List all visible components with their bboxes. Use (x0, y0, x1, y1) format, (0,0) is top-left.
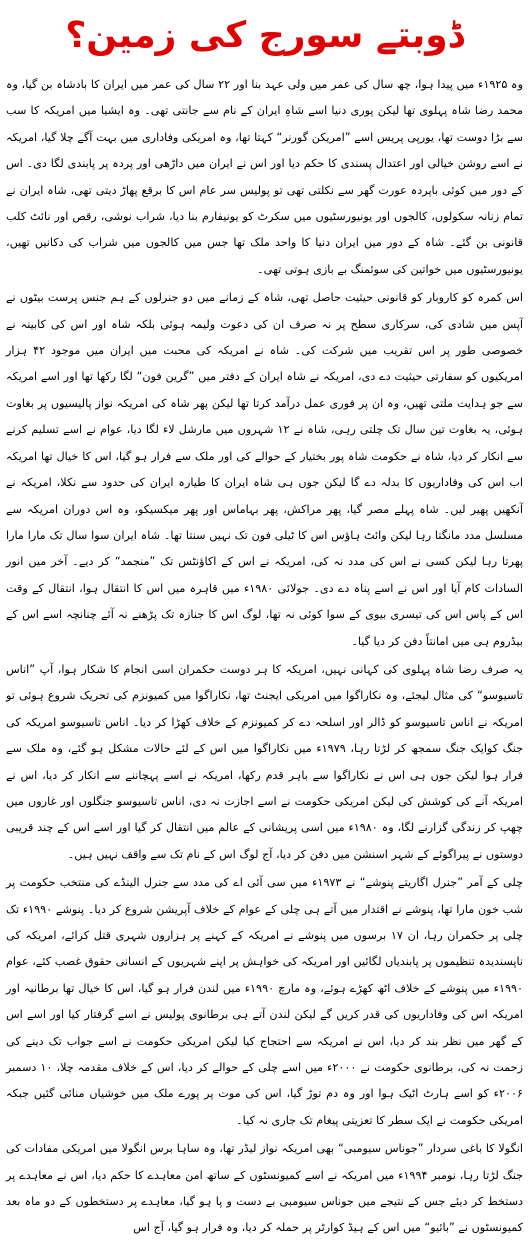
article-paragraph: وہ ۱۹۲۵ء میں پیدا ہوا، چھ سال کی عمر میں ولی عہد بنا اور ۲۲ سال کی عمر میں ایران کا بادشاہ بن گیا، وہ محمد رضا شاہ پہلوی تھا لیکن پوری دنیا اسے شاہِ ایران کے نام سے جانتی تھی۔ وہ ایشیا میں امریکہ کا سب سے بڑا دوست تھا، یورپی پریس اسے ”امریکن گورنر“ کہتا تھا، وہ امریکی وفاداری میں بہت آگے چلا گیا، امریکہ نے اسے روشن خیالی اور اعتدال پسندی کا حکم دیا اور اس نے ایران میں داڑھی اور پردہ پر پابندی لگا دی۔ اس کے دور میں کوئی باپردہ عورت گھر سے نکلتی تھی تو پولیس سر عام اس کا برقع پھاڑ دیتی تھی، شاہ ایران نے تمام زنانہ سکولوں، کالجوں اور یونیورسٹیوں میں سکرٹ کو یونیفارم بنا دیا، شراب نوشی، رقص اور نائٹ کلب قانونی بن گئے۔ شاہ کے دور میں ایران دنیا کا واحد ملک تھا جس میں کالجوں میں شراب کی دکانیں تھیں، یونیورسٹیوں میں خواتین کی سوئمنگ بے بازی ہوتی تھی۔ (6, 78, 524, 276)
article-paragraph: اس کمرہ کو کاروبار کو قانونی حیثیت حاصل تھی، شاہ کے زمانے میں دو جنرلوں کے ہم جنس پرست بیٹوں نے آپس میں شادی کی، سرکاری سطح پر نہ صرف ان کی دعوت ولیمہ ہوئی بلکہ شاہ اور اس کی کابینہ نے خصوصی طور پر اس تقریب میں شرکت کی۔ شاہ نے امریکہ کی محبت میں ایران میں موجود ۴۲ ہزار امریکیوں کو سفارتی حیثیت دے دی، امریکہ نے شاہ ایران کے دفتر میں ”گرین فون“ لگا رکھا تھا اور اسے امریکہ سے جو ہدایت ملتی تھیں، وہ ان پر فوری عمل درآمد کرتا تھا لیکن پھر شاہ کی امریکہ نواز پالیسیوں پر بغاوت ہوئی، یہ بغاوت تین سال تک چلتی رہی، شاہ نے ۱۲ شہروں میں مارشل لاء لگا دیا، عوام نے اسے تسلیم کرنے سے انکار کر دیا، شاہ نے حکومت شاہ پور بختیار کے حوالے کی اور ملک سے فرار ہو گیا، اس کا خیال تھا امریکہ اب اس کی وفاداریوں کا بدلہ دے گا لیکن جوں ہی شاہ ایران کا طیارہ ایران کی حدود سے نکلا، امریکہ نے آنکھیں پھیر لیں۔ شاہ پہلے مصر گیا، پھر مراکش، پھر بہاماس اور پھر میکسیکو، وہ اس دوران امریکہ سے مسلسل مدد مانگتا رہا لیکن وائٹ ہاؤس اس کا ٹیلی فون تک نہیں سنتا تھا۔ شاہ ایران سوا سال تک مارا مارا پھرتا رہا لیکن کسی نے اس کی مدد نہ کی، امریکہ نے اس کے اکاؤنٹس تک ”منجمد“ کر دیے۔ آخر میں انور السادات کام آیا اور اس نے اسے پناہ دے دی۔ جولائی ۱۹۸۰ء میں قاہرہ میں اس کا انتقال ہوا، انتقال کے وقت اس کے پاس اس کی تیسری بیوی کے سوا کوئی نہ تھا، لوگ اس کا جنازہ تک پڑھنے نہ آئے چنانچہ اسے اس کے بیڈروم ہی میں امانتاً دفن کر دیا گیا۔ (6, 291, 524, 648)
article-paragraph: چلی کے آمر ”جنرل اگاریتے پنوشے“ نے ۱۹۷۳ء میں سی آئی اے کی مدد سے جنرل الینڈے کی منتخب حکومت پر شب خون مارا تھا، پنوشے نے اقتدار میں آتے ہی چلی کے عوام کے خلاف آپریشن شروع کر دیا۔ پنوشے ۱۹۹۰ء تک چلی پر حکمران رہا، ان ۱۷ برسوں میں پنوشے نے امریکہ کے کہنے پر ہزاروں شہری قتل کرائے، امریکہ کی ناپسندیدہ تنظیموں پر پابندیاں لگائیں اور امریکہ کی خواہش پر اپنے شہریوں کے انسانی حقوق غصب کئے، عوام ۱۹۹۰ء میں پنوشے کے خلاف اٹھ کھڑے ہوئے، وہ مارچ ۱۹۹۰ء میں لندن فرار ہو گیا، اس کا خیال تھا برطانیہ اور امریکہ اس کی وفاداریوں کی قدر کریں گے لیکن لندن آتے ہی برطانوی پولیس نے اسے گرفتار کیا اور اسے اس کے گھر میں نظر بند کر دیا، اس نے امریکہ سے احتجاج کیا لیکن امریکی حکومت نے اسے جواب تک دینے کی زحمت نہ کی، برطانوی حکومت نے ۲۰۰۰ء میں اسے چلی کے حوالے کر دیا، اس کے خلاف مقدمہ چلا، ۱۰ دسمبر ۲۰۰۶ء کو اسے ہارٹ اٹیک ہوا اور وہ دم توڑ گیا، اس کی موت پر پورے ملک میں خوشیاں منائی گئیں جبکہ امریکی حکومت نے ایک سطر کا تعزیتی پیغام تک جاری نہ کیا۔ (6, 876, 523, 1127)
article-paragraph: انگولا کا باغی سردار ”جوناس سیومبی“ بھی امریکہ نواز لیڈر تھا، وہ ساہا برس انگولا میں امریکی مفادات کی جنگ لڑتا رہا، نومبر ۱۹۹۴ء میں امریکہ نے اسے کمیونسٹوں کے ساتھ امن معاہدے کا حکم دیا، اس نے معاہدے پر دستخط کر دیئے جس کے نتیجے میں جوناس سیومبی بے دست و پا ہو گیا، معاہدے پر دستخطوں کے دو ماہ بعد کمیونسٹوں نے ”بائیو“ میں اس کے ہیڈ کوارٹر پر حملہ کر دیا، وہ فرار ہو گیا، آج اس (6, 1142, 524, 1235)
article-paragraph: یہ صرف رضا شاہ پہلوی کی کہانی نہیں، امریکہ کا ہر دوست حکمران اسی انجام کا شکار ہوا، آپ ”اناس تاسیوسو“ کی مثال لیجئے، وہ نکاراگوا میں امریکی ایجنٹ تھا، نکاراگوا میں کمیونزم کی تحریک شروع ہوئی تو امریکہ نے اناس تاسیوسو کو ڈالر اور اسلحہ دے کر کمیونزم کے خلاف کھڑا کر دیا۔ اناس تاسیوسو امریکہ کی جنگ کوایک جنگ سمجھ کر لڑتا رہا، ۱۹۷۹ء میں نکاراگوا میں اس کے لئے حالات مشکل ہو گئے، وہ ملک سے فرار ہوا لیکن جوں ہی اس نے نکاراگوا سے باہر قدم رکھا، امریکہ نے اسے پہچاننے سے انکار کر دیا، اس نے امریکہ آنے کی کوشش کی لیکن امریکی حکومت نے اسے اجازت نہ دی، اناس تاسیوسو جنگلوں اور غاروں میں چھپ کر زندگی گزارنے لگا، وہ ۱۹۸۰ء میں اسی پریشانی کے عالم میں انتقال کر گیا اور اسے اس کے چند قریبی دوستوں نے پیراگوئے کے شہر اسنشن میں دفن کر دیا، آج لوگ اس کے نام تک سے واقف نہیں ہیں۔ (6, 662, 523, 861)
headline: ڈوبتے سورج کی زمین؟ (65, 15, 464, 56)
article-body (6, 72, 523, 1242)
